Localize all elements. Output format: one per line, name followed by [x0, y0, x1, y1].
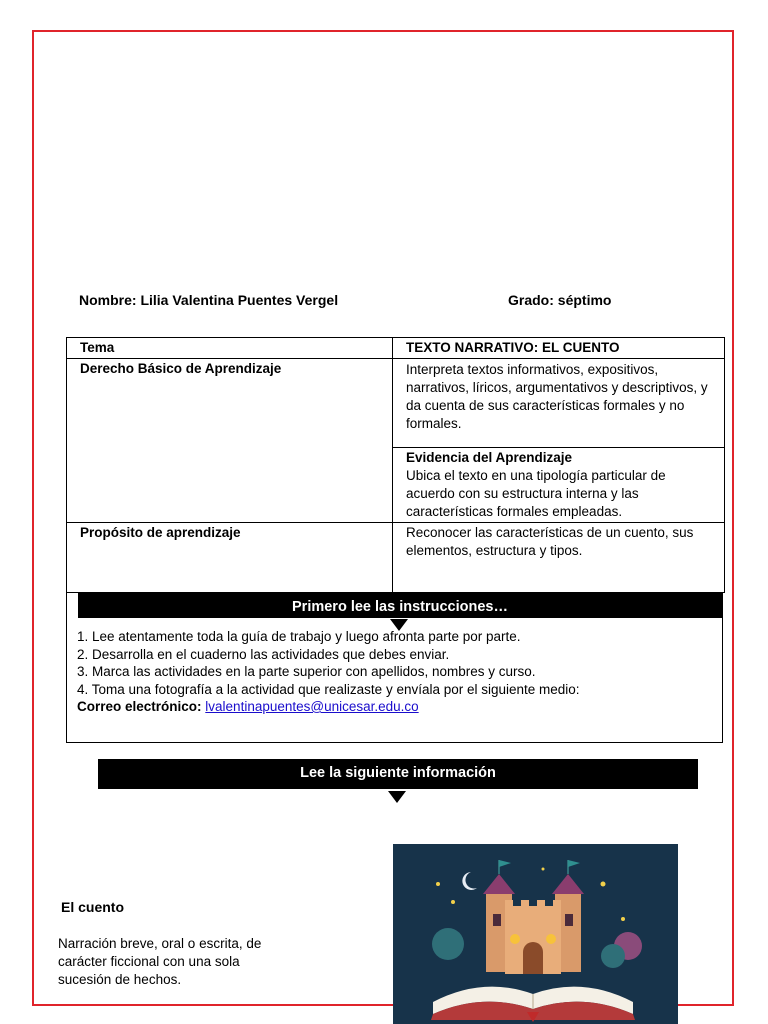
evidencia-value: Ubica el texto en una tipología particular de acuerdo con su estructura interna y las características formales empleadas. — [406, 468, 666, 519]
instruction-item: 2. Desarrolla en el cuaderno las actividades que debes enviar. — [77, 646, 450, 662]
instructions-banner: Primero lee las instrucciones… — [78, 593, 722, 618]
instruction-item: 4. Toma una fotografía a la actividad que realizaste y envíala por el siguiente medio: — [77, 681, 580, 697]
instruction-item: 3. Marca las actividades en la parte superior con apellidos, nombres y curso. — [77, 664, 536, 679]
email-link[interactable]: lvalentinapuentes@unicesar.edu.co — [205, 699, 419, 714]
learning-info-table — [66, 337, 725, 593]
email-label: Correo electrónico: — [77, 699, 202, 714]
tema-label: Tema — [67, 338, 393, 359]
dba-value: Interpreta textos informativos, expositivos, narrativos, líricos, argumentativos y descriptivos, y da cuenta de sus características formales y no formales. — [393, 359, 725, 448]
castle-book-illustration — [393, 844, 678, 1024]
student-name: Nombre: Lilia Valentina Puentes Vergel — [79, 292, 339, 308]
student-grade: Grado: séptimo — [508, 292, 612, 308]
info-banner: Lee la siguiente información — [98, 759, 698, 789]
cuento-title: El cuento — [61, 899, 125, 915]
evidencia-label: Evidencia del Aprendizaje — [406, 450, 573, 465]
proposito-label: Propósito de aprendizaje — [67, 523, 393, 593]
dba-label: Derecho Básico de Aprendizaje — [67, 359, 393, 523]
tema-value: TEXTO NARRATIVO: EL CUENTO — [393, 338, 725, 359]
instructions-list — [77, 628, 580, 716]
evidencia-cell — [393, 448, 725, 523]
instruction-item: 1. Lee atentamente toda la guía de trabajo y luego afronta parte por parte. — [77, 629, 521, 644]
proposito-value: Reconocer las características de un cuento, sus elementos, estructura y tipos. — [393, 523, 725, 593]
castle-icon — [393, 844, 678, 1024]
arrow-down-icon — [388, 791, 406, 803]
email-line — [77, 698, 580, 716]
cuento-definition: Narración breve, oral o escrita, de carácter ficcional con una sola sucesión de hechos. — [58, 936, 262, 987]
